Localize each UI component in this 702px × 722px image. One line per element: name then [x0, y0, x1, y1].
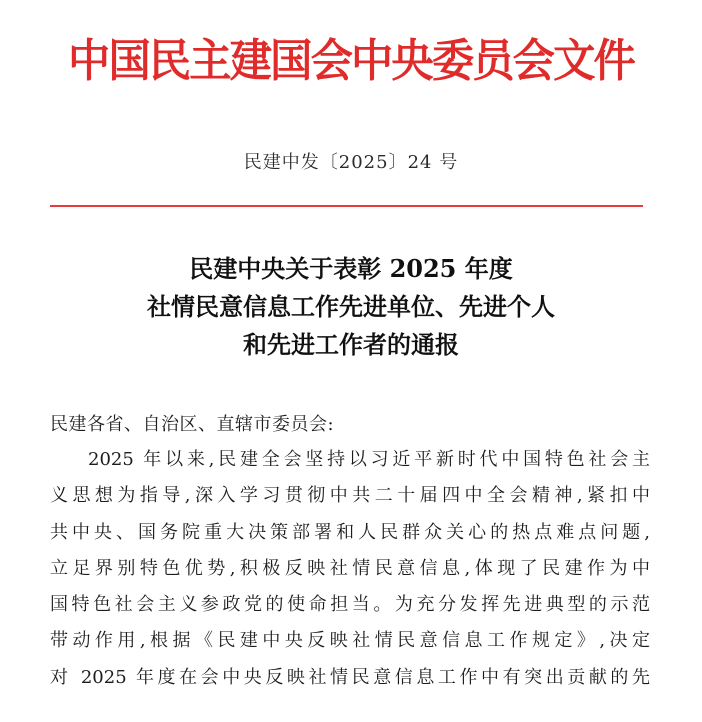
- notice-title-line: 民建中央关于表彰 2025 年度: [189, 254, 513, 283]
- body-line: 国特色社会主义参政党的使命担当。为充分发挥先进典型的示范: [50, 594, 650, 616]
- salutation: 民建各省、自治区、直辖市委员会:: [50, 414, 335, 435]
- body-line: 义思想为指导,深入学习贯彻中共二十届四中全会精神,紧扣中: [50, 485, 650, 507]
- body-line: 2025 年以来,民建全会坚持以习近平新时代中国特色社会主: [88, 449, 650, 470]
- notice-title-line: 社情民意信息工作先进单位、先进个人: [147, 292, 555, 321]
- body-paragraph: [50, 442, 650, 696]
- body-line: 共中央、国务院重大决策部署和人民群众关心的热点难点问题,: [50, 521, 650, 543]
- body-line: 带动作用,根据《民建中央反映社情民意信息工作规定》,决定: [50, 630, 650, 652]
- notice-title: [0, 250, 702, 364]
- notice-title-line: 和先进工作者的通报: [243, 330, 459, 359]
- masthead-title: 中国民主建国会中央委员会文件: [68, 34, 634, 87]
- red-divider-line: [50, 205, 643, 207]
- body-line: 立足界别特色优势,积极反映社情民意信息,体现了民建作为中: [50, 557, 650, 579]
- document-number: 民建中发〔2025〕24 号: [243, 152, 459, 173]
- body-line: 对 2025 年度在会中央反映社情民意信息工作中有突出贡献的先: [50, 666, 650, 688]
